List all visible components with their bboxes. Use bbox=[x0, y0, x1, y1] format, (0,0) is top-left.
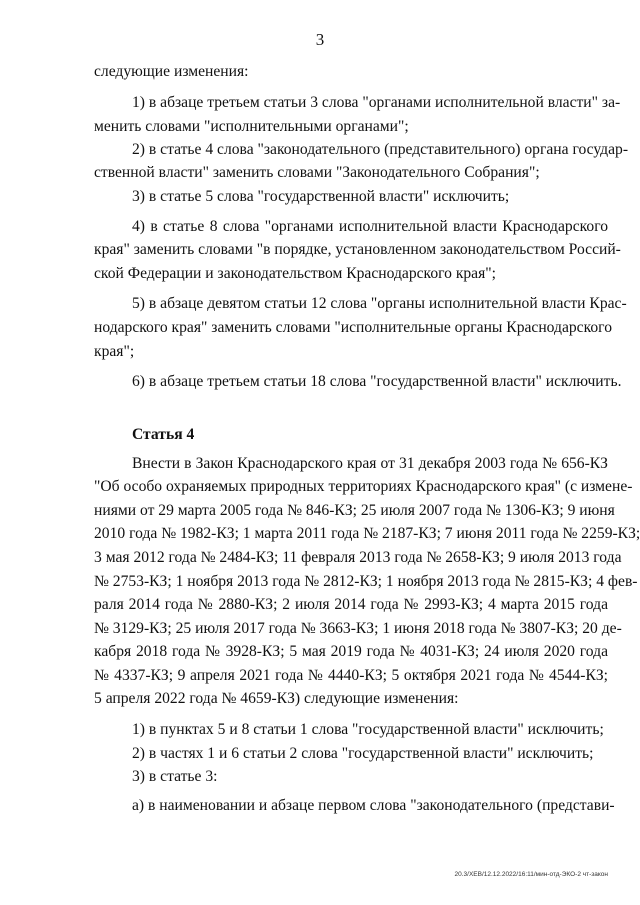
text-line: ниями от 29 марта 2005 года № 846-КЗ; 25 июля 2007 года № 1306-КЗ; 9 июня bbox=[94, 502, 615, 519]
footer-stamp: 20.3/ХЕВ/12.12.2022/16:11/мин-отд-ЭКО-2 чт-закон bbox=[454, 871, 608, 878]
text-line: 3 мая 2012 года № 2484-КЗ; 11 февраля 2013 года № 2658-КЗ; 9 июля 2013 года bbox=[94, 549, 622, 566]
text-line: 2) в частях 1 и 6 статьи 2 слова "государственной власти" исключить; bbox=[132, 745, 594, 762]
text-line: раля 2014 года № 2880-КЗ; 2 июля 2014 года № 2993-КЗ; 4 марта 2015 года bbox=[94, 596, 608, 613]
text-line: 2010 года № 1982-КЗ; 1 марта 2011 года № 2187-КЗ; 7 июня 2011 года № 2259-КЗ; bbox=[94, 525, 640, 542]
text-line: 3) в статье 5 слова "государственной власти" исключить; bbox=[132, 188, 510, 205]
text-line: 1) в пунктах 5 и 8 статьи 1 слова "государственной власти" исключить; bbox=[132, 721, 604, 738]
page-number: 3 bbox=[315, 30, 325, 49]
text-line: следующие изменения: bbox=[94, 63, 249, 80]
text-line: ской Федерации и законодательством Краснодарского края"; bbox=[94, 265, 496, 282]
text-line: Внести в Закон Краснодарского края от 31 декабря 2003 года № 656-КЗ bbox=[132, 455, 608, 472]
text-line: 4) в статье 8 слова "органами исполнительной власти Краснодарского bbox=[132, 218, 608, 235]
text-line: 3) в статье 3: bbox=[132, 768, 218, 785]
text-line: 6) в абзаце третьем статьи 18 слова "государственной власти" исключить. bbox=[132, 373, 622, 390]
text-line: а) в наименовании и абзаце первом слова "законодательного (представи- bbox=[132, 797, 615, 814]
text-line: № 2753-КЗ; 1 ноября 2013 года № 2812-КЗ; 1 ноября 2013 года № 2815-КЗ; 4 фев- bbox=[94, 573, 638, 590]
text-line: ственной власти" заменить словами "Законодательного Собрания"; bbox=[94, 164, 540, 181]
text-line: 5 апреля 2022 года № 4659-КЗ) следующие изменения: bbox=[94, 690, 459, 707]
text-line: 1) в абзаце третьем статьи 3 слова "органами исполнительной власти" за- bbox=[132, 94, 621, 111]
text-line: "Об особо охраняемых природных территориях Краснодарского края" (с измене- bbox=[94, 478, 633, 495]
text-line: 5) в абзаце девятом статьи 12 слова "органы исполнительной власти Крас- bbox=[132, 295, 627, 312]
text-line: края" заменить словами "в порядке, установленном законодательством Россий- bbox=[94, 241, 621, 258]
text-line: нодарского края" заменить словами "исполнительные органы Краснодарского bbox=[94, 319, 612, 336]
text-line: кабря 2018 года № 3928-КЗ; 5 мая 2019 года № 4031-КЗ; 24 июля 2020 года bbox=[94, 643, 608, 660]
text-line: края"; bbox=[94, 343, 135, 360]
text-line: 2) в статье 4 слова "законодательного (представительного) органа государ- bbox=[132, 141, 629, 158]
article-heading: Статья 4 bbox=[132, 426, 195, 443]
text-line: менить словами "исполнительными органами"; bbox=[94, 118, 409, 135]
text-line: № 3129-КЗ; 25 июля 2017 года № 3663-КЗ; 1 июня 2018 года № 3807-КЗ; 20 де- bbox=[94, 620, 622, 637]
text-line: № 4337-КЗ; 9 апреля 2021 года № 4440-КЗ; 5 октября 2021 года № 4544-КЗ; bbox=[94, 667, 608, 684]
